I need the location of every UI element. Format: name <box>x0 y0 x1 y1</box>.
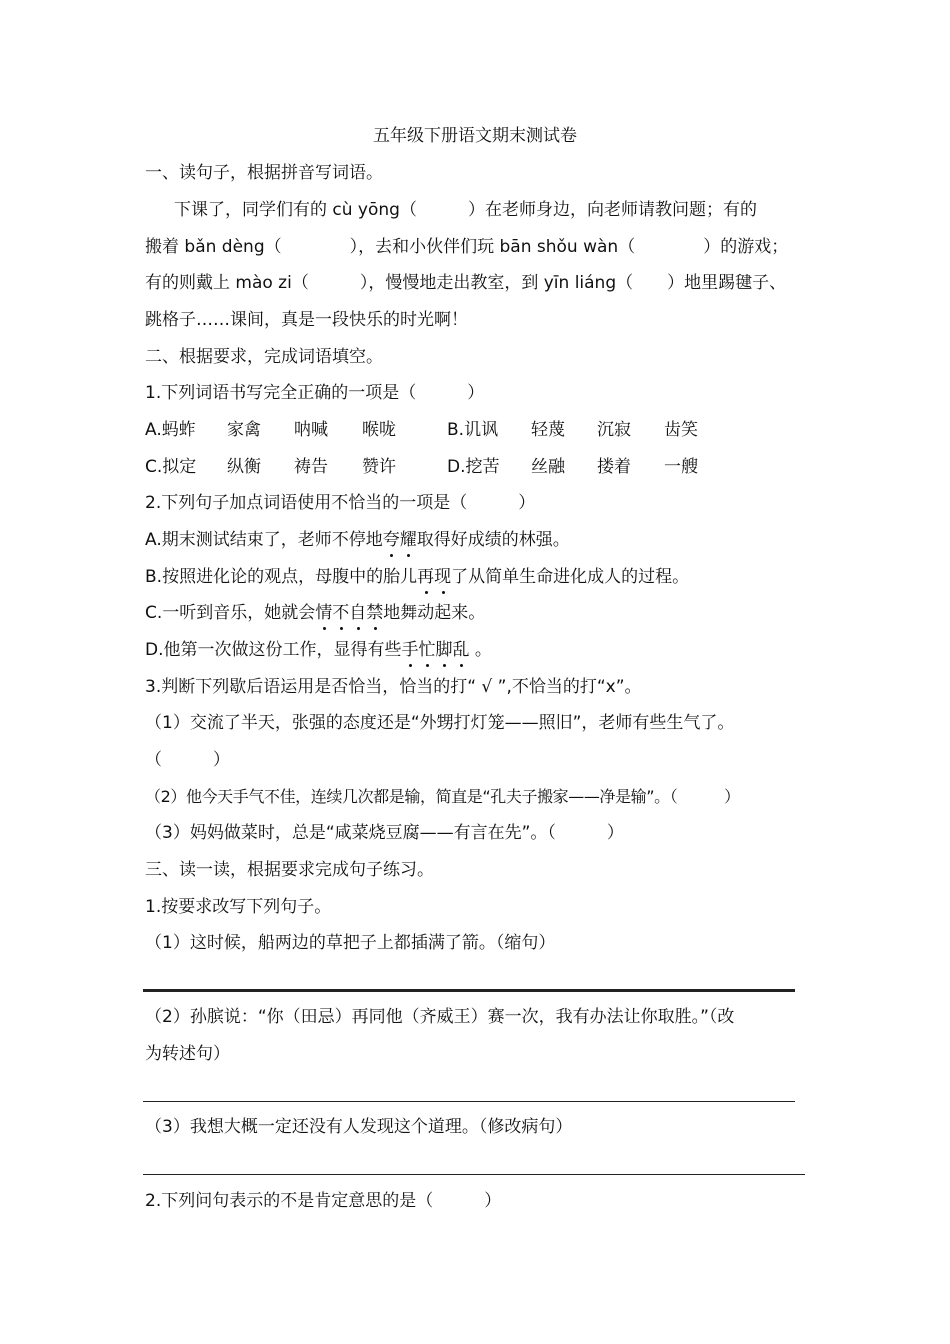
emphasis-char: 自 <box>349 603 367 623</box>
emphasis-char: 情 <box>315 603 333 623</box>
emphasis-char: 乱 <box>452 640 470 660</box>
s3-q1-item-2: （2）孙膑说：“你（田忌）再同他（齐威王）赛一次，我有办法让你取胜。”（改 <box>145 1007 735 1027</box>
s3-question-1: 1.按要求改写下列句子。 <box>145 897 332 917</box>
emphasis-char: 耀 <box>399 530 417 550</box>
s2-q2-option-b <box>145 566 689 588</box>
emphasis-char: 禁 <box>366 603 384 623</box>
option-text: A.蚂蚱 <box>145 420 196 440</box>
option-text: 齿笑 <box>664 420 698 440</box>
option-text: 呐喊 <box>294 420 328 440</box>
dotted-word <box>383 530 417 550</box>
s2-q3-item-1: （1）交流了半天，张强的态度还是“外甥打灯笼——照旧”，老师有些生气了。 <box>145 713 735 733</box>
option-text: 搂着 <box>597 457 631 477</box>
s2-q2-option-a <box>145 529 570 551</box>
option-text: 祷告 <box>294 457 328 477</box>
option-text: 喉咙 <box>362 420 396 440</box>
option-text: 纵衡 <box>227 457 261 477</box>
s3-question-2: 2.下列问句表示的不是肯定意思的是（ ） <box>145 1191 502 1211</box>
s2-question-1: 1.下列词语书写完全正确的一项是（ ） <box>145 383 485 403</box>
sentence-text: C.一听到音乐，她就会 <box>145 603 316 623</box>
s2-q3-item-2: （2）他今天手气不佳，连续几次都是输，简直是“孔夫子搬家——净是输”。（ ） <box>145 787 740 806</box>
sentence-text: 了从简单生命进化成人的过程。 <box>451 567 690 587</box>
option-text: D.挖苦 <box>447 457 500 477</box>
sentence-text: A.期末测试结束了，老师不停地 <box>145 530 383 550</box>
s2-question-2: 2.下列句子加点词语使用不恰当的一项是（ ） <box>145 493 536 513</box>
section-2-heading: 二、根据要求，完成词语填空。 <box>145 347 383 367</box>
answer-line <box>143 1174 805 1175</box>
emphasis-char: 不 <box>332 603 350 623</box>
answer-line <box>143 1101 795 1102</box>
s1-paragraph-line-2: 搬着 bǎn dèng（ ），去和小伙伴们玩 bān shǒu wàn（ ）的游戏； <box>145 237 789 257</box>
s2-q2-option-c <box>145 602 485 624</box>
sentence-text: 取得好成绩的林强。 <box>416 530 570 550</box>
option-text: 沉寂 <box>597 420 631 440</box>
s3-q1-item-3: （3）我想大概一定还没有人发现这个道理。（修改病句） <box>145 1117 573 1137</box>
section-1-heading: 一、读句子，根据拼音写词语。 <box>145 163 383 183</box>
s3-q1-item-2-cont: 为转述句） <box>145 1044 230 1064</box>
emphasis-char: 忙 <box>418 640 436 660</box>
section-3-heading: 三、读一读，根据要求完成句子练习。 <box>145 860 434 880</box>
s2-q2-option-d <box>145 639 492 661</box>
dotted-word <box>315 603 383 623</box>
dotted-word <box>402 640 470 660</box>
option-text: C.拟定 <box>145 457 197 477</box>
option-text: 赞许 <box>362 457 396 477</box>
sentence-text: D.他第一次做这份工作，显得有些 <box>145 640 402 660</box>
s2-q3-item-3: （3）妈妈做菜时，总是“咸菜烧豆腐——有言在先”。（ ） <box>145 823 624 843</box>
emphasis-char: 脚 <box>435 640 453 660</box>
option-text: 丝融 <box>531 457 565 477</box>
s3-q1-item-1: （1）这时候，船两边的草把子上都插满了箭。（缩句） <box>145 933 556 953</box>
emphasis-char: 夸 <box>382 530 400 550</box>
s1-paragraph-line-4: 跳格子……课间，真是一段快乐的时光啊！ <box>145 310 468 330</box>
sentence-text: 。 <box>469 640 492 660</box>
dotted-word <box>417 567 451 587</box>
emphasis-char: 手 <box>401 640 419 660</box>
emphasis-char: 现 <box>434 567 452 587</box>
option-text: 家禽 <box>227 420 261 440</box>
emphasis-char: 再 <box>417 567 435 587</box>
option-text: 轻蔑 <box>531 420 565 440</box>
s1-paragraph-line-1: 下课了，同学们有的 cù yōng（ ）在老师身边，向老师请教问题；有的 <box>174 200 757 220</box>
s1-paragraph-line-3: 有的则戴上 mào zi（ ），慢慢地走出教室，到 yīn liáng（ ）地里踢毽子、 <box>145 273 787 293</box>
option-text: B.讥讽 <box>447 420 499 440</box>
sentence-text: B.按照进化论的观点，母腹中的胎儿 <box>145 567 418 587</box>
s2-question-3: 3.判断下列歇后语运用是否恰当，恰当的打“ √ ”,不恰当的打“x”。 <box>145 677 642 697</box>
sentence-text: 地舞动起来。 <box>383 603 486 623</box>
s2-q3-item-1-answer: （ ） <box>145 750 230 770</box>
answer-line <box>143 989 795 992</box>
option-text: 一艘 <box>664 457 698 477</box>
page-title: 五年级下册语文期末测试卷 <box>373 126 577 146</box>
